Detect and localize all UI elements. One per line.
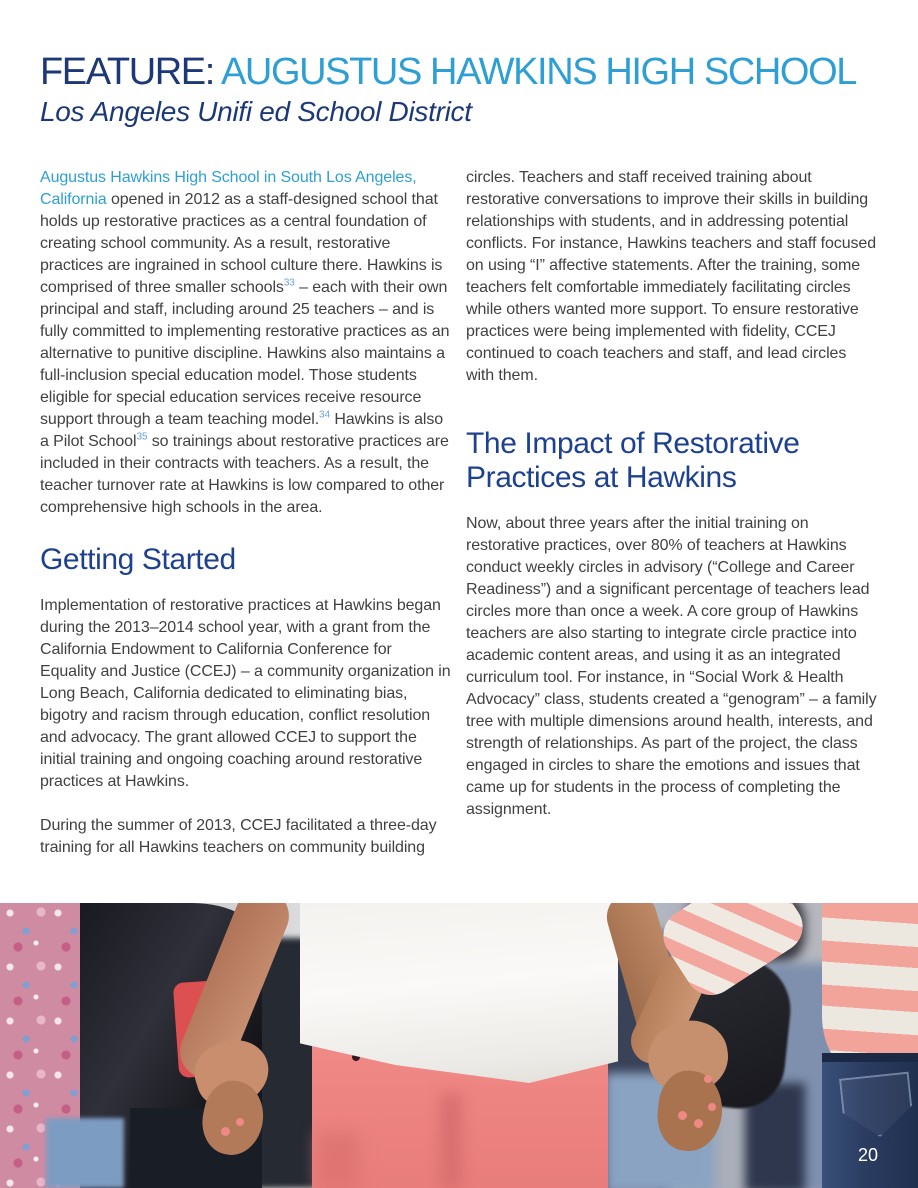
intro-text-3: Hawkins is also a Pilot School bbox=[40, 411, 444, 450]
intro-paragraph bbox=[40, 167, 452, 519]
photo-pants-crease-shadow bbox=[440, 1093, 462, 1188]
article-columns bbox=[0, 167, 918, 881]
page-subtitle: Los Angeles Unifi ed School District bbox=[40, 96, 472, 127]
photo-nail-polish-dot bbox=[678, 1111, 687, 1120]
left-column bbox=[40, 167, 452, 881]
page-title bbox=[40, 50, 878, 94]
page-header bbox=[0, 0, 918, 129]
title-feature-label: FEATURE: bbox=[40, 51, 221, 93]
photo-light-jeans-bottom-left bbox=[46, 1118, 124, 1188]
footnote-ref-35: 35 bbox=[136, 431, 148, 443]
section-heading-impact: The Impact of Restorative Practices at Hawkins bbox=[466, 427, 800, 494]
title-school-name: AUGUSTUS HAWKINS HIGH SCHOOL bbox=[220, 51, 856, 93]
intro-lead-link: Augustus Hawkins High School in South Los Angeles, California bbox=[40, 169, 417, 208]
intro-text-1: opened in 2012 as a staff-designed school that holds up restorative practices as a central foundation of creating school community. As a result, restorative practices are ingrained in school culture there. Hawkins is comprised of three smaller schools bbox=[40, 191, 443, 296]
right-column bbox=[466, 167, 878, 881]
body-paragraph-grant: Implementation of restorative practices at Hawkins began during the 2013–2014 school year, with a grant from the California Endowment to California Conference for Equality and Justice (CCEJ) – a community organization in Long Beach, California dedicated to eliminating bias, bigotry and racism through education, conflict resolution and advocacy. The grant allowed CCEJ to support the initial training and ongoing coaching around restorative practices at Hawkins. bbox=[40, 597, 451, 790]
page-number: 20 bbox=[857, 1145, 878, 1165]
body-paragraph-impact: Now, about three years after the initial training on restorative practices, over 80% of teachers at Hawkins conduct weekly circles in advisory (“College and Career Readiness”) and a significant percentage of teachers lead circles more than once a week. A core group of Hawkins teachers are also starting to integrate circle practice into academic content areas, and using it as an integrated curriculum tool. For instance, in “Social Work & Health Advocacy” class, students created a “genogram” – a family tree with multiple dimensions around health, interests, and strength of relationships. As part of the project, the class engaged in circles to share the emotions and issues that came up for students in the process of completing the assignment. bbox=[466, 515, 877, 818]
footnote-ref-33: 33 bbox=[283, 277, 295, 289]
body-paragraph-circles: circles. Teachers and staff received training about restorative conversations to improve their skills in building relationships with students, and in addressing potential conflicts. For instance, Hawkins teachers and staff focused on using “I” affective statements. After the training, some teachers felt comfortable immediately facilitating circles while others wanted more support. To ensure restorative practices were being implemented with fidelity, CCEJ continued to coach teachers and staff, and lead circles with them. bbox=[466, 169, 877, 384]
photo-pants-side-shadow bbox=[318, 1133, 358, 1188]
photo-striped-shirt-person bbox=[822, 903, 918, 1071]
photo-nail-polish-dot bbox=[704, 1075, 712, 1083]
intro-text-4: so trainings about restorative practices are included in their contracts with teachers. As a result, the teacher turnover rate at Hawkins is low compared to other comprehensive high schools in the area. bbox=[40, 433, 449, 516]
students-holding-hands-photo bbox=[0, 903, 918, 1188]
body-paragraph-summer-training: During the summer of 2013, CCEJ facilitated a three-day training for all Hawkins teachers on community building bbox=[40, 817, 437, 856]
photo-nail-polish-dot bbox=[221, 1127, 230, 1136]
footnote-ref-34: 34 bbox=[319, 409, 330, 421]
intro-text-2: – each with their own principal and staff, including around 25 teachers – and is fully committed to implementing restorative practices as an alternative to punitive discipline. Hawkins also maintains a full-inclusion special education model. Those students eligible for special education services receive resource support through a team teaching model. bbox=[40, 279, 450, 428]
section-heading-getting-started: Getting Started bbox=[40, 543, 236, 576]
photo-denim-waistband bbox=[822, 1053, 918, 1062]
photo-nail-polish-dot bbox=[708, 1103, 716, 1111]
photo-nail-polish-dot bbox=[694, 1119, 703, 1128]
photo-nail-polish-dot bbox=[236, 1118, 244, 1126]
